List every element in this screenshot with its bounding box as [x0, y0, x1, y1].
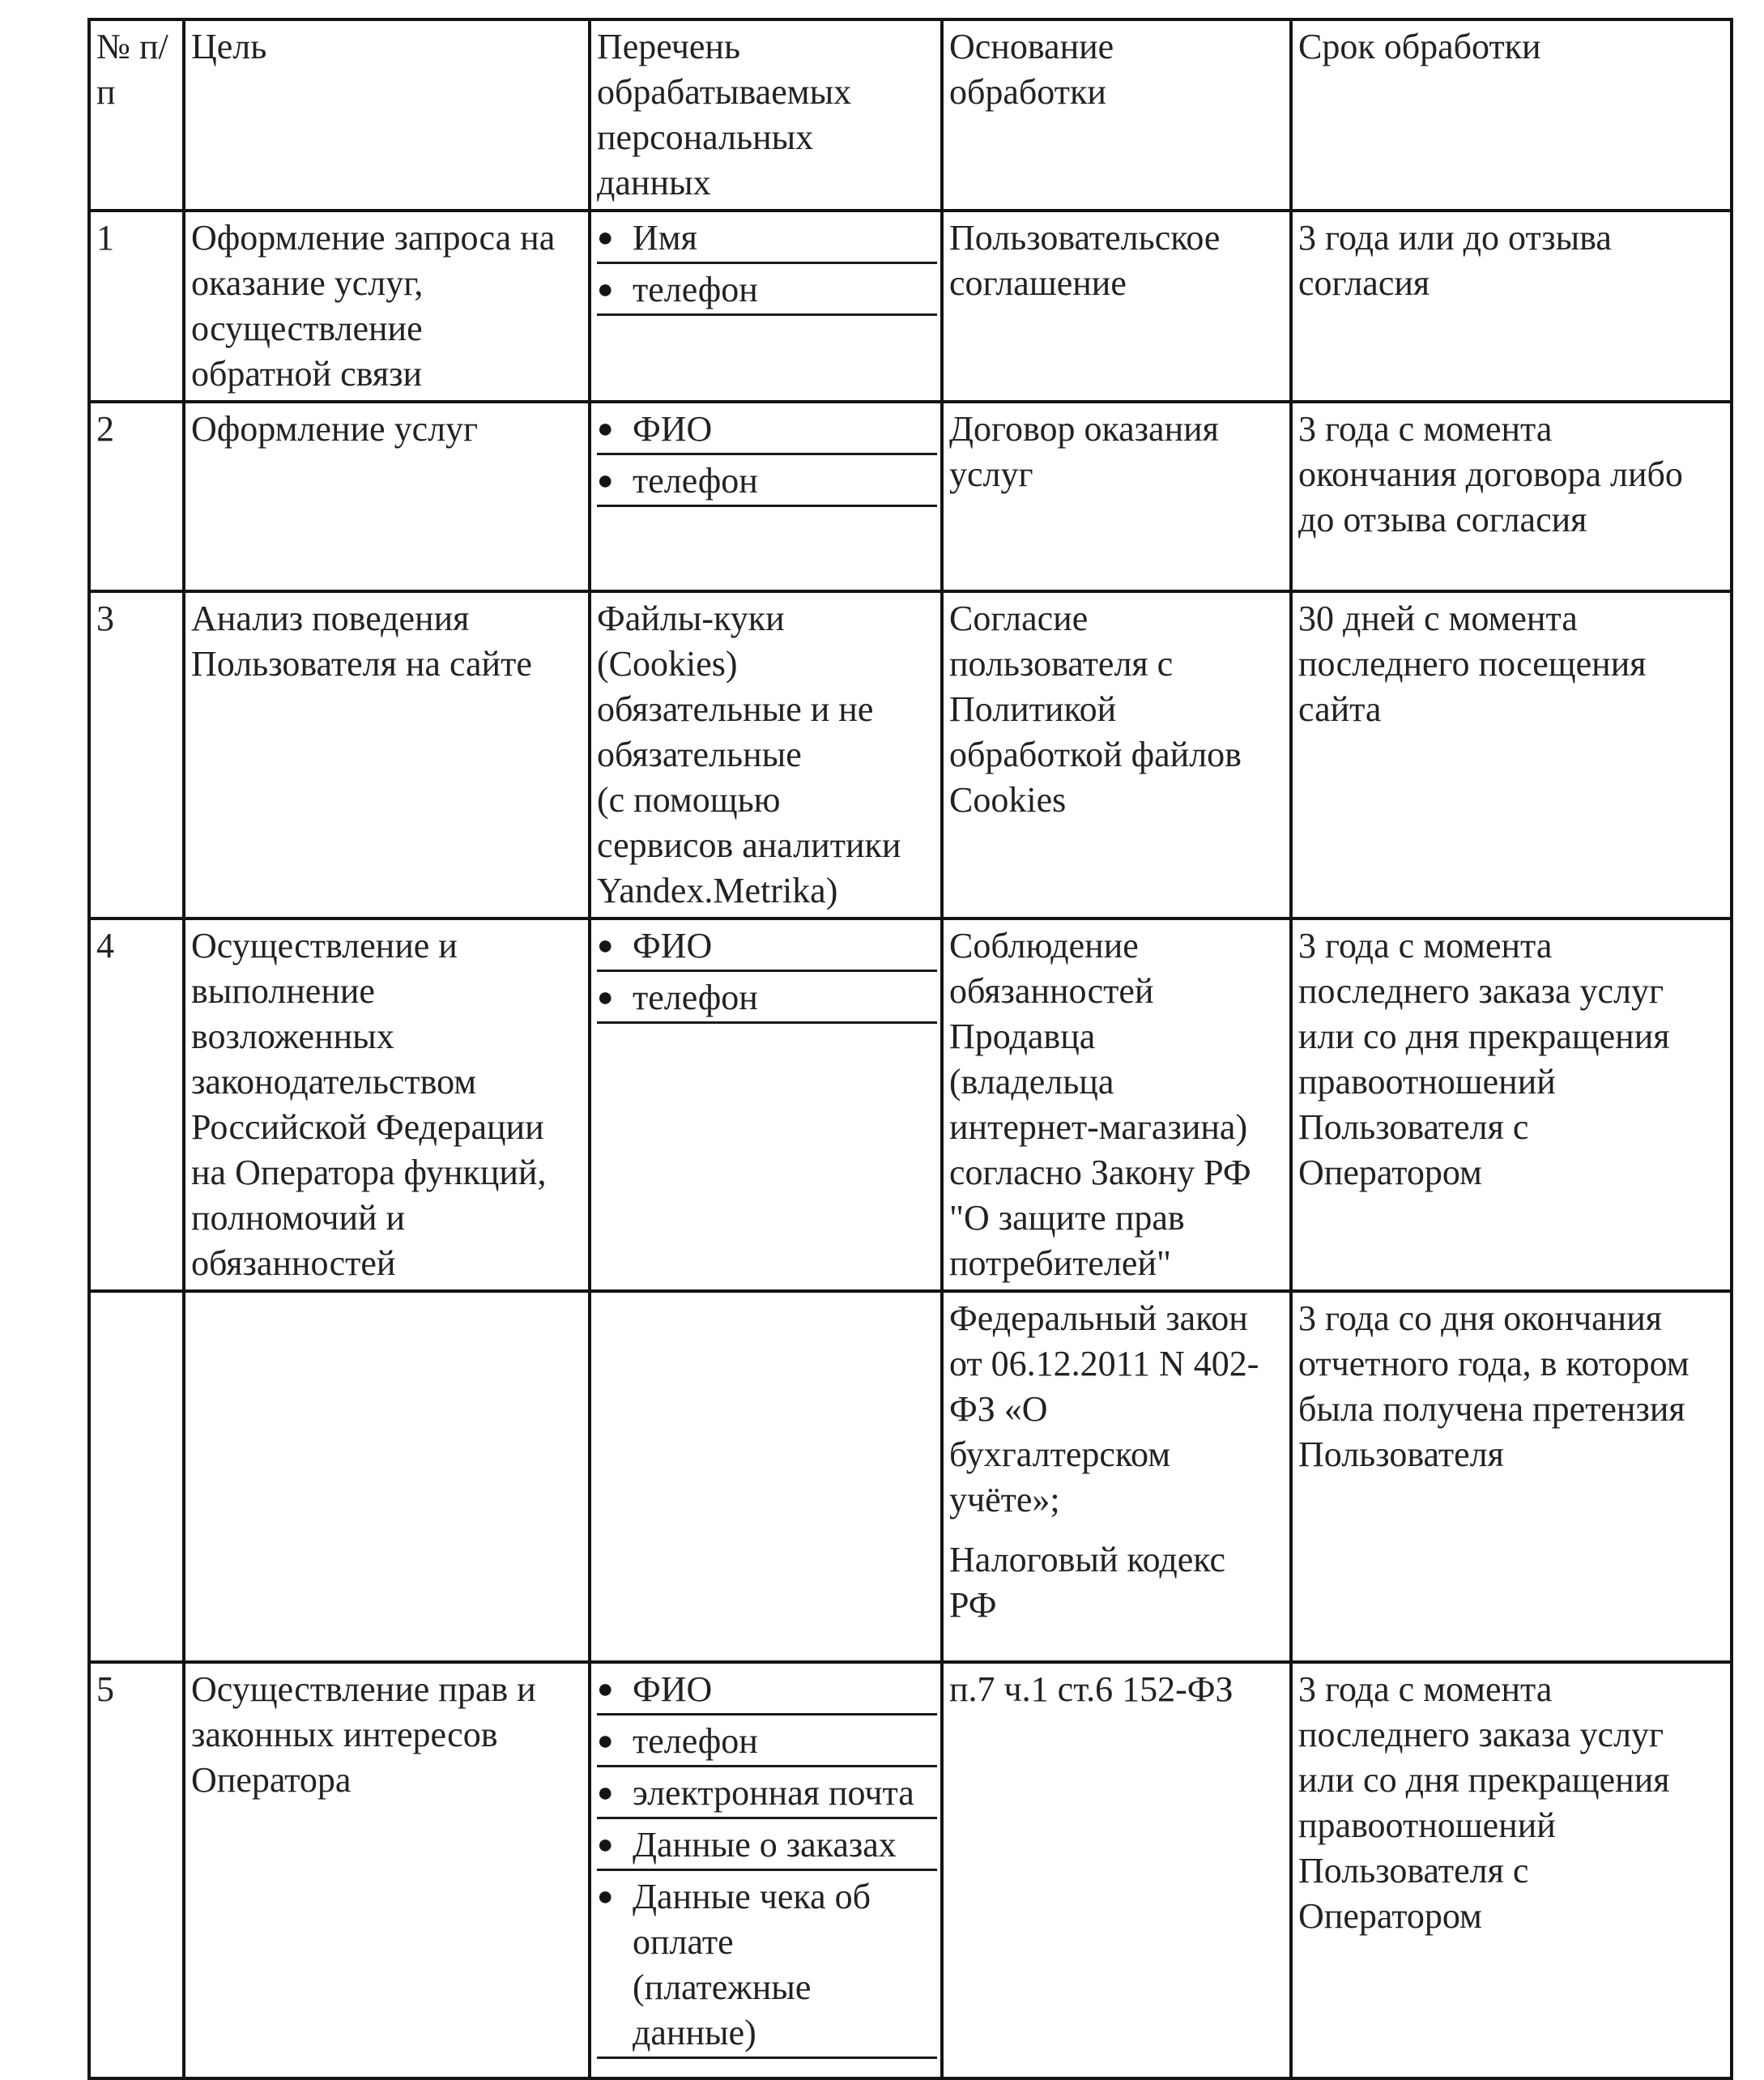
row-data-list: [590, 402, 942, 591]
basis-text: Пользовательское соглашение: [949, 218, 1221, 303]
row-term: 3 года с момента окончания договора либо до отзыва согласия: [1291, 402, 1732, 591]
basis-text: Федеральный закон от 06.12.2011 N 402- ФЗ «О бухгалтерском учёте»;: [949, 1298, 1259, 1520]
row-data-list: [590, 211, 942, 402]
row-goal: Анализ поведения Пользователя на сайте: [184, 591, 590, 919]
basis-text: Налоговый кодекс РФ: [949, 1540, 1226, 1625]
basis-text: Соблюдение обязанностей Продавца (владельца интернет-магазина) согласно Закону РФ "О защите прав потребителей": [949, 926, 1251, 1283]
data-list-item: ● телефон: [597, 458, 937, 507]
row-number: 3: [89, 591, 184, 919]
row-goal: Оформление услуг: [184, 402, 590, 591]
row-goal: Оформление запроса на оказание услуг, осуществление обратной связи: [184, 211, 590, 402]
row-number: 1: [89, 211, 184, 402]
table-row: [89, 1662, 1732, 2078]
row-term: 3 года или до отзыва согласия: [1291, 211, 1732, 402]
data-list-item: ● телефон: [597, 1719, 937, 1767]
row-number: 4: [89, 919, 184, 1291]
table-row: [89, 591, 1732, 919]
header-term: Срок обработки: [1291, 19, 1732, 211]
row-number: 5: [89, 1662, 184, 2078]
data-list-item: ● телефон: [597, 267, 937, 316]
row-term: 30 дней с момента последнего посещения сайта: [1291, 591, 1732, 919]
data-list-item: ● электронная почта: [597, 1771, 937, 1819]
row-term: 3 года со дня окончания отчетного года, в котором была получена претензия Пользователя: [1291, 1291, 1732, 1662]
data-list-item: ● ФИО: [597, 407, 937, 455]
row-goal: [184, 1291, 590, 1662]
row-basis: [942, 919, 1291, 1291]
row-goal: Осуществление прав и законных интересов Оператора: [184, 1662, 590, 2078]
row-basis: [942, 1662, 1291, 2078]
table-row: [89, 919, 1732, 1291]
row-data-text: Файлы-куки (Cookies) обязательные и не обязательные (с помощью сервисов аналитики Yandex.Metrika): [590, 591, 942, 919]
row-data-list: [590, 1662, 942, 2078]
row-basis: [942, 211, 1291, 402]
row-number: 2: [89, 402, 184, 591]
row-basis: [942, 1291, 1291, 1662]
data-list-item: ● Данные чека об oплате (платежные данные): [597, 1874, 937, 2059]
row-data-list: [590, 1291, 942, 1662]
header-goal: Цель: [184, 19, 590, 211]
table-row: [89, 211, 1732, 402]
data-list-item: ● Данные о заказах: [597, 1822, 937, 1871]
basis-text: п.7 ч.1 ст.6 152-ФЗ: [949, 1669, 1234, 1709]
basis-text: Согласие пользователя с Политикой обработкой файлов Cookies: [949, 599, 1242, 820]
data-list-item: ● ФИО: [597, 1667, 937, 1716]
data-list-item: ● телефон: [597, 975, 937, 1024]
header-basis: Основание обработки: [942, 19, 1291, 211]
data-list-item: ● ФИО: [597, 923, 937, 972]
personal-data-table: [87, 18, 1733, 2080]
table-header-row: [89, 19, 1732, 211]
table-row: [89, 1291, 1732, 1662]
row-term: 3 года с момента последнего заказа услуг или со дня прекращения правоотношений Пользователя с Оператором: [1291, 919, 1732, 1291]
header-data-list: Перечень обрабатываемых персональных данных: [590, 19, 942, 211]
basis-text: Договор оказания услуг: [949, 409, 1219, 494]
row-basis: [942, 402, 1291, 591]
row-goal: Осуществление и выполнение возложенных законодательством Российской Федерации на Оператора функций, полномочий и обязанностей: [184, 919, 590, 1291]
table-row: [89, 402, 1732, 591]
row-number: [89, 1291, 184, 1662]
row-term: 3 года с момента последнего заказа услуг или со дня прекращения правоотношений Пользователя с Оператором: [1291, 1662, 1732, 2078]
header-number: № п/ п: [89, 19, 184, 211]
data-list-item: ● Имя: [597, 215, 937, 264]
row-data-list: [590, 919, 942, 1291]
row-basis: [942, 591, 1291, 919]
